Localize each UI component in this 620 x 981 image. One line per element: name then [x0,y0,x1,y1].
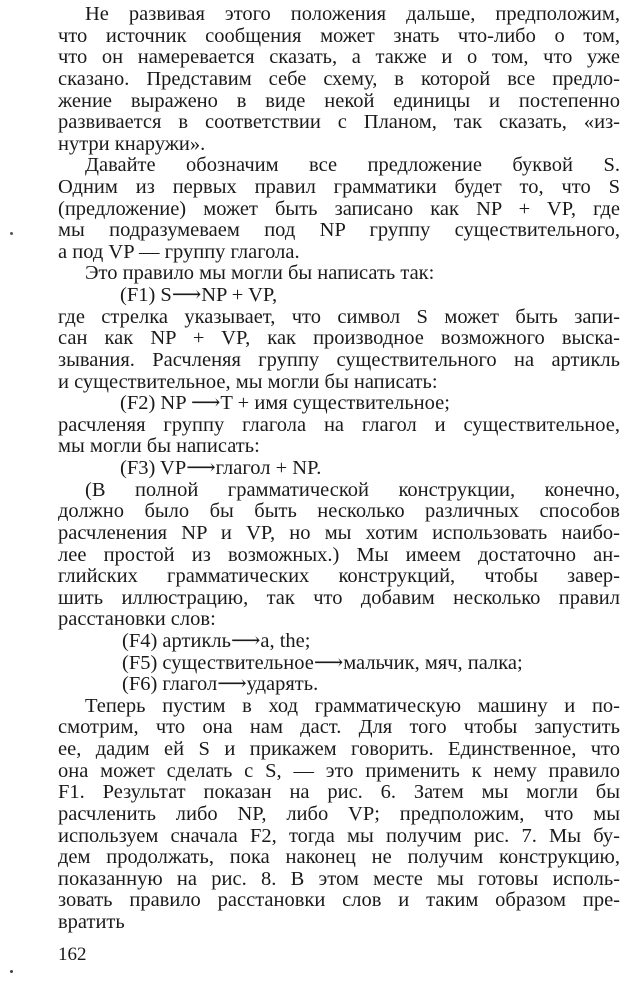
text-line: и существительное, мы могли бы написать: [58,370,438,393]
text-line: она может сделать с S, — это применить к нему правило [58,759,620,782]
text-line: Давайте обозначим все предложение буквой S. [85,154,620,177]
text-line: нутри кнаружи». [58,132,206,155]
text-line: расчленяя группу глагола на глагол и существительное, [58,413,620,436]
text-line: глийских грамматических конструкций, чтобы завер- [58,565,620,588]
text-line: расчленения NP и VP, но мы хотим использовать наибо- [58,521,620,544]
page-number: 162 [58,944,87,965]
page-speck [10,970,13,973]
text-line: ее, дадим ей S и прикажем говорить. Единственное, что [58,738,620,760]
text-line: Не развивая этого положения дальше, предположим, [85,3,620,25]
text-line: зывания. Расчленяя группу существительного на артикль [58,348,620,371]
text-line: Это правило мы могли бы написать так: [85,262,435,285]
text-line: шить иллюстрацию, так что добавим несколько правил [58,586,620,609]
text-line: используем сначала F2, тогда мы получим рис. 7. Мы бу- [58,824,620,847]
text-line: зовать правило расстановки слов и таким образом пре- [58,889,620,912]
text-line: а под VP — группу глагола. [58,240,300,263]
text-line: сказано. Представим себе схему, в которой все предло- [58,67,620,90]
text-line: показанную на рис. 8. В этом месте мы готовы исполь- [58,867,620,890]
formula-f3: (F3) VP⟶глагол + NP. [120,457,322,479]
text-line: дем продолжать, пока наконец не получим конструкцию, [58,846,620,869]
text-line: где стрелка указывает, что символ S может быть запи- [58,305,620,328]
formula-f5: (F5) существительное⟶мальчик, мяч, палка; [122,651,523,674]
text-line: развивается в соответствии с Планом, так сказать, «из- [58,111,620,134]
text-line: должно было бы быть несколько различных способов [58,500,620,523]
text-line: (предложение) может быть записано как NP + VP, где [58,197,620,220]
text-line: жение выражено в виде некой единицы и постепенно [58,89,620,112]
text-line: сан как NP + VP, как производное возможного выска- [58,327,620,350]
text-line: Теперь пустим в ход грамматическую машину и по- [85,694,620,717]
text-line: расстановки слов: [58,608,216,631]
text-line: лее простой из возможных.) Мы имеем достаточно ан- [58,543,620,566]
text-line: Одним из первых правил грамматики будет то, что S [58,176,620,198]
text-line: расчленить либо NP, либо VP; предположим, что мы [58,802,620,825]
text-line: мы подразумеваем под NP группу существительного, [58,219,620,242]
formula-f2: (F2) NP ⟶T + имя существительное; [120,392,450,415]
text-line: вратить [58,911,125,933]
text-line: (В полной грамматической конструкции, конечно, [85,478,620,501]
formula-f6: (F6) глагол⟶ударять. [122,673,319,696]
text-line: мы могли бы написать: [58,435,260,458]
page-speck [10,232,13,235]
formula-f1: (F1) S⟶NP + VP, [120,284,278,306]
text-line: что он намеревается сказать, а также и о том, что уже [58,46,620,69]
text-line: смотрим, что она нам даст. Для того чтобы запустить [58,716,620,739]
formula-f4: (F4) артикль⟶a, the; [122,630,311,652]
text-line: что источник сообщения может знать что-либо о том, [58,24,620,47]
text-line: F1. Результат показан на рис. 6. Затем мы могли бы [58,781,620,804]
